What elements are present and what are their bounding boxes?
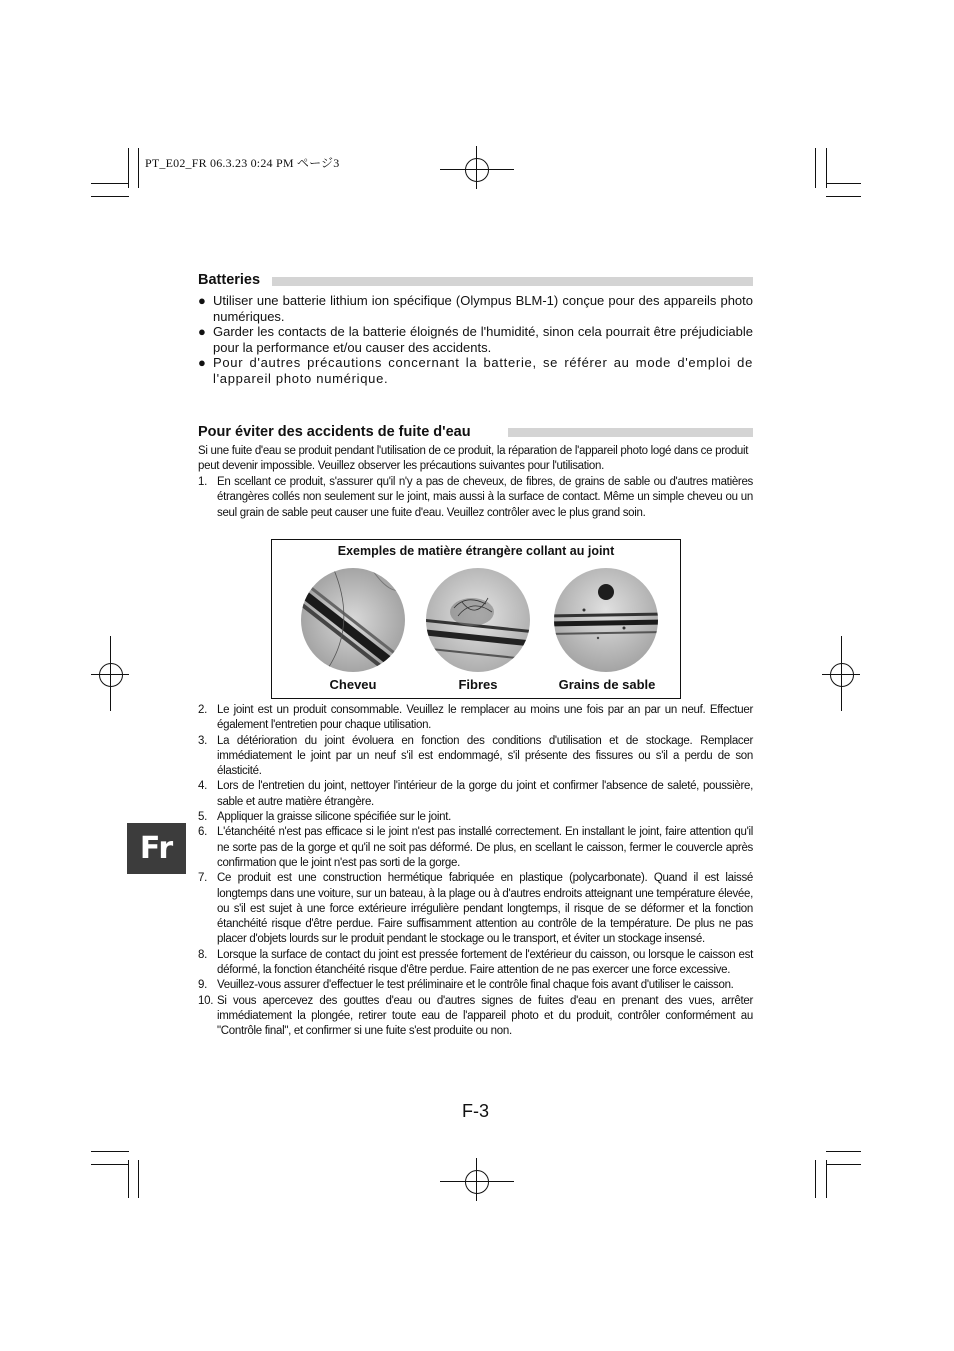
figure-title: Exemples de matière étrangère collant au joint [337,544,615,558]
list-item: 8. Lorsque la surface de contact du joint est pressée fortement de l'extérieur du caisson, ou lorsque le caisson est déformé, la fonction étanchéité risque d'être perdue. Faire attention de ne pas exercer une force excessive. [198,948,753,977]
title-bar [272,277,753,286]
caption-fibers: Fibres [458,677,498,692]
caption-sand-grains: Grains de sable [558,677,656,692]
language-tab: Fr [127,823,186,874]
list-item: ● Pour d'autres précautions concernant la batterie, se référer au mode d'emploi de l'appareil photo numérique. [198,355,753,386]
section-title-batteries: Batteries [198,272,261,288]
list-item: 1. En scellant ce produit, s'assurer qu'il n'y a pas de cheveux, de fibres, de grains de sable ou d'autres matières étrangères collés non seulement sur le joint, mais aussi à la surface de contact. Même un simple cheveu ou un seul grain de sable peut causer une fuite d'eau. Veuillez contrôler avec le plus grand soin. [198,476,753,519]
list-item: 7. Ce produit est une construction hermétique fabriquée en plastique (polycarbonate). Quand il est laissé longtemps dans une voiture, sur un bateau, à la plage ou à d'autres endroits atteignant une température élevée, ou s'il est sujet à une force extérieure irrégulière pendant longtemps, il risque de se déformer et la fonction étanchéité risque d'être perdue. Faire suffisamment attention au contrôle de la température. De plus ne pas placer d'objets lourds sur le produit pendant le stockage ou le transport, et éviter un stockage insensé. [198,872,753,946]
photo-sand-grains [554,568,658,672]
leak-intro: Si une fuite d'eau se produit pendant l'utilisation de ce produit, la réparation de l'appareil photo logé dans ce produit peut devenir impossible. Veuillez observer les précautions suivantes pour l'utilisation. [198,445,749,473]
list-item: 3. La détérioration du joint évoluera en fonction des conditions d'utilisation et de stockage. Remplacer immédiatement le joint par un neuf s'il est endommagé, s'il présente des fissures ou s'il a perdu de son élasticité. [198,734,753,778]
list-item: ● Utiliser une batterie lithium ion spécifique (Olympus BLM-1) conçue pour des appareils photo numériques. [198,293,753,324]
section-title-leak: Pour éviter des accidents de fuite d'eau [198,424,471,440]
figure-foreign-matter [271,539,681,699]
list-item: 9. Veuillez-vous assurer d'effectuer le test préliminaire et le contrôle final chaque fois avant d'utiliser le caisson. [198,979,734,992]
leak-items [198,703,753,1040]
list-item: 6. L'étanchéité n'est pas efficace si le joint n'est pas installé correctement. En installant le joint, faire attention qu'il ne sorte pas de la gorge et qu'il ne soit pas déformé. De plus, en scellant le caisson, fermer le couvercle après confirmation que le joint n'est pas sorti de la gorge. [198,826,753,869]
list-item: 2. Le joint est un produit consommable. Veuillez le remplacer au moins une fois par an par un neuf. Effectuer également l'entretien pour chaque utilisation. [198,704,753,732]
list-item: 4. Lors de l'entretien du joint, nettoyer l'intérieur de la gorge du joint et confirmer l'absence de saleté, poussière, sable et autre matière étrangère. [198,780,753,808]
title-bar [508,428,753,437]
photo-hair [301,568,405,672]
list-item: ● Garder les contacts de la batterie éloignés de l'humidité, sinon cela pourrait être préjudiciable pour la performance et/ou causer des accidents. [198,324,753,355]
list-item: 10. Si vous apercevez des gouttes d'eau ou d'autres signes de fuites d'eau en prenant des vues, arrêter immédiatement la plongée, retirer toute eau de l'appareil photo et du produit, contrôler conformément au "Contrôle final", et confirmer si une fuite s'est produite ou non. [198,994,753,1038]
bullet-icon: ● [198,355,207,370]
list-item: 5. Appliquer la graisse silicone spécifiée sur le joint. [198,811,452,824]
leak-item-1 [198,475,753,521]
bullet-icon: ● [198,293,206,308]
photo-fibers [426,568,530,672]
print-header-stamp: PT_E02_FR 06.3.23 0:24 PM ページ3 [145,156,340,170]
page-number: F-3 [462,1101,489,1121]
batteries-list [198,293,753,386]
caption-hair: Cheveu [329,677,377,692]
bullet-icon: ● [198,324,206,339]
